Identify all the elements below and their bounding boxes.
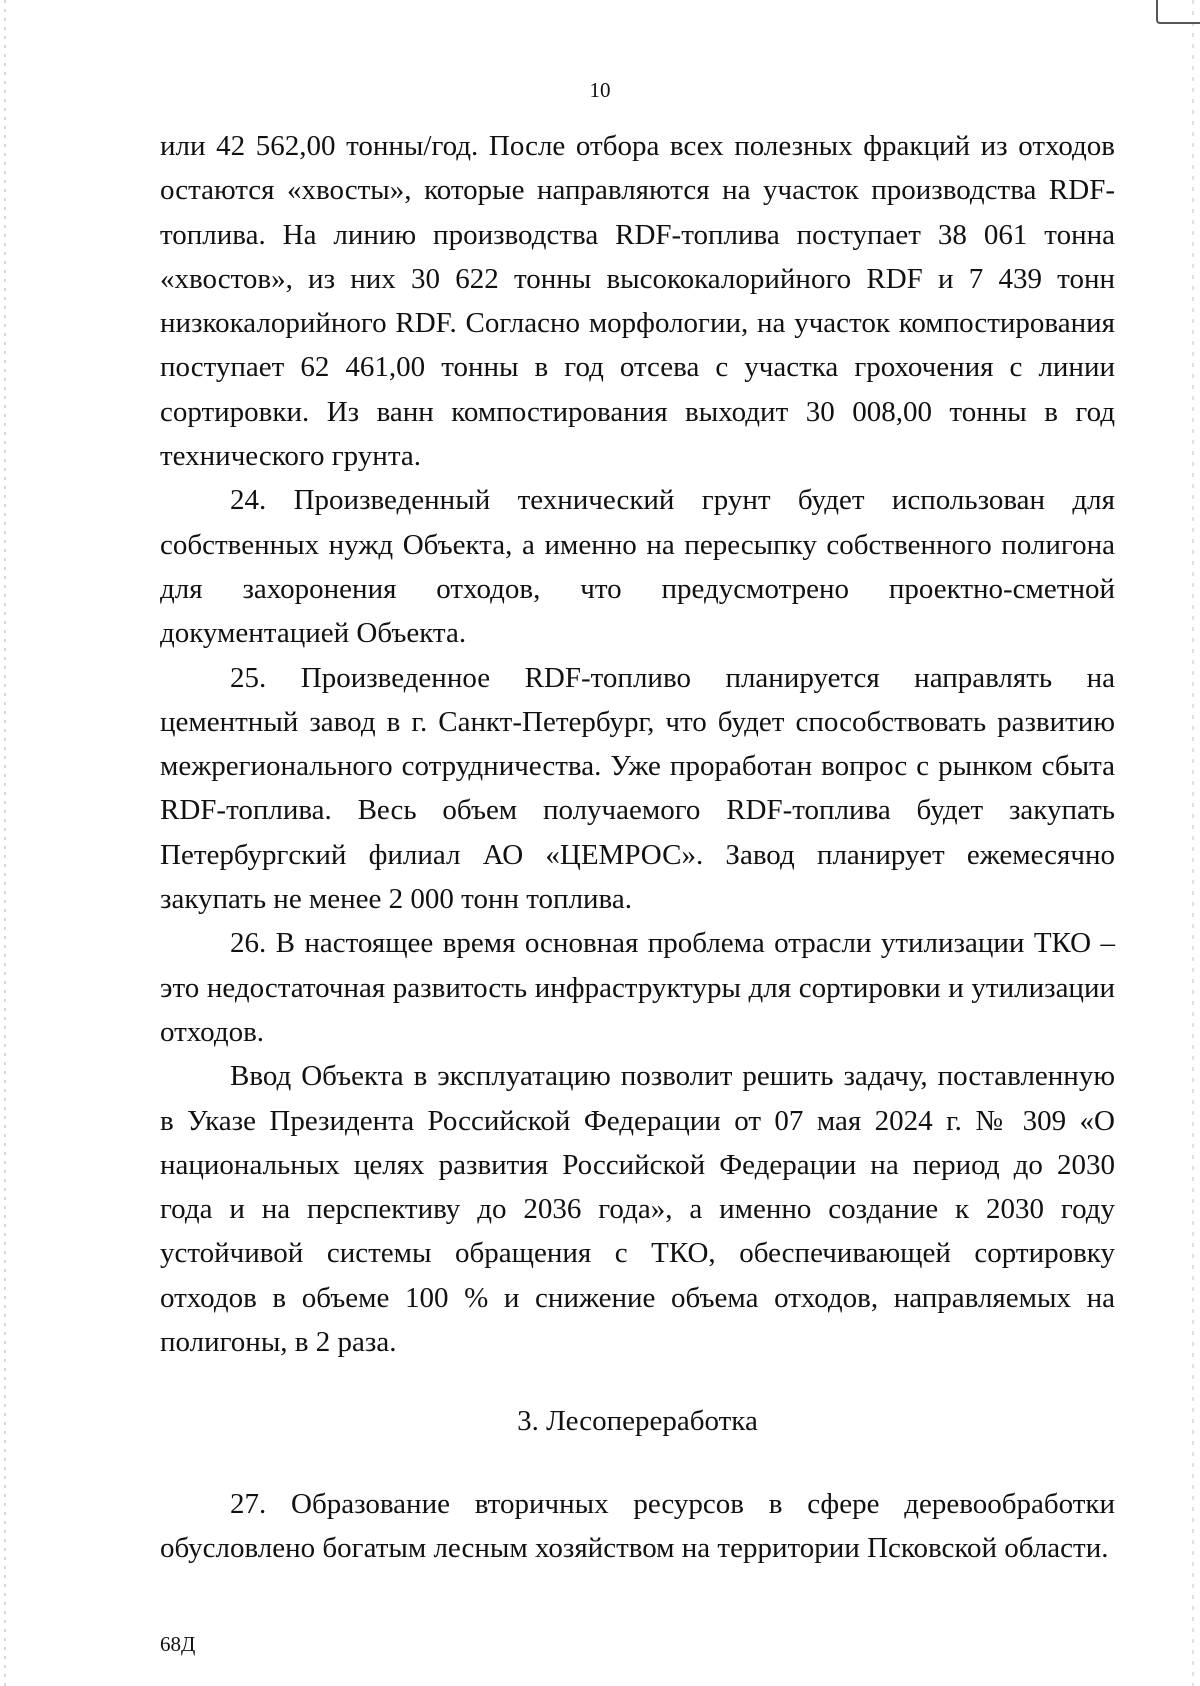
scan-corner-mark xyxy=(1156,0,1200,24)
paragraph-commissioning: Ввод Объекта в эксплуатацию позволит решить задачу, поставленную в Указе Президента Российской Федерации от 07 мая 2024 г. № 309 «О национальных целях развития Российской Федерации на период до 2030 года и на перспективу до 2036 года», а именно создание к 2030 году устойчивой системы обращения с ТКО, обеспечивающей сортировку отходов в объеме 100 % и снижение объема отходов, направляемых на полигоны, в 2 раза. xyxy=(160,1060,1115,1359)
paragraph-26: 26. В настоящее время основная проблема отрасли утилизации ТКО – это недостаточная развитость инфраструктуры для сортировки и утилизации отходов. xyxy=(160,927,1115,1048)
scan-edge-right xyxy=(1192,0,1194,1686)
paragraph-continuation: или 42 562,00 тонны/год. После отбора всех полезных фракций из отходов остаются «хвосты», которые направляются на участок производства RDF-топлива. На линию производства RDF-топлива поступает 38 061 тонна «хвостов», из них 30 622 тонны высококалорийного RDF и 7 439 тонн низкокалорийного RDF. Согласно морфологии, на участок компостирования поступает 62 461,00 тонны в год отсева с участка грохочения с линии сортировки. Из ванн компостирования выходит 30 008,00 тонны в год технического грунта. xyxy=(160,130,1115,473)
page-number: 10 xyxy=(589,78,611,102)
section-title: 3. Лесопереработка xyxy=(517,1405,758,1438)
paragraph-27: 27. Образование вторичных ресурсов в сфере деревообработки обусловлено богатым лесным хозяйством на территории Псковской области. xyxy=(160,1487,1115,1564)
scan-edge-left xyxy=(4,0,6,1686)
paragraph-24: 24. Произведенный технический грунт будет использован для собственных нужд Объекта, а именно на пересыпку собственного полигона для захоронения отходов, что предусмотрено проектно-сметной документацией Объекта. xyxy=(160,484,1115,650)
document-body xyxy=(160,124,1115,1570)
paragraph-25: 25. Произведенное RDF-топливо планируется направлять на цементный завод в г. Санкт-Петербург, что будет способствовать развитию межрегионального сотрудничества. Уже проработан вопрос с рынком сбыта RDF-топлива. Весь объем получаемого RDF-топлива будет закупать Петербургский филиал АО «ЦЕМРОС». Завод планирует ежемесячно закупать не менее 2 000 тонн топлива. xyxy=(160,661,1115,916)
footer-code: 68Д xyxy=(160,1632,196,1656)
